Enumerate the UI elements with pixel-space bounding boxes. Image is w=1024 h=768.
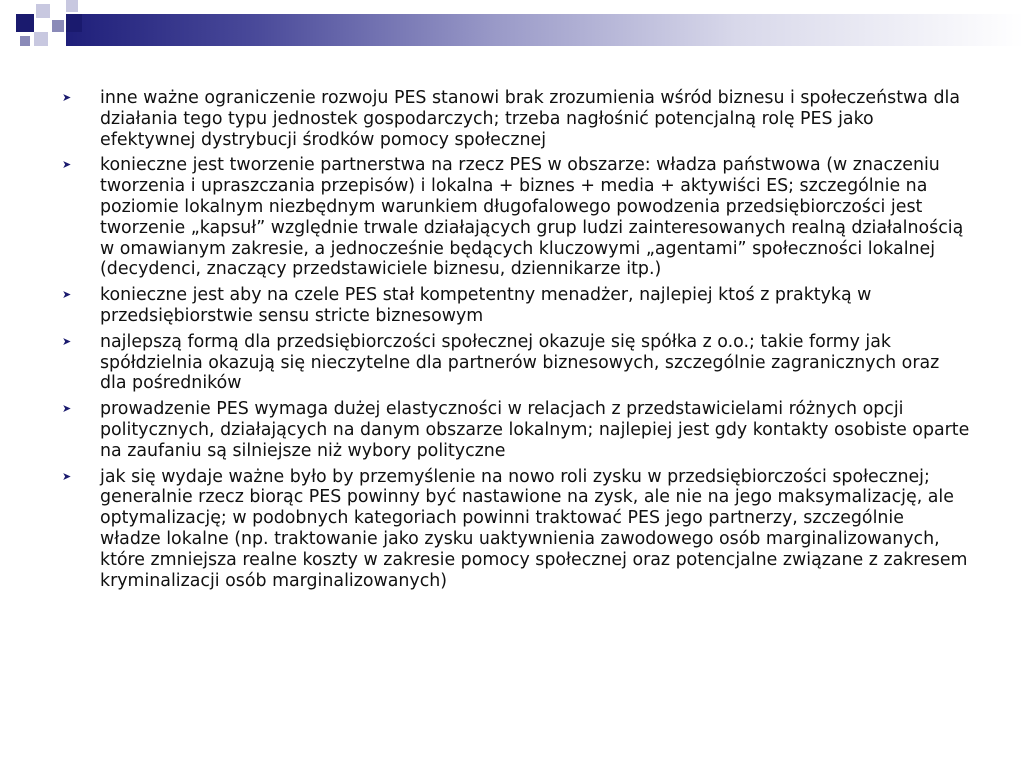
bullet-text: jak się wydaje ważne było by przemyślenie na nowo roli zysku w przedsiębiorczości społecznej; generalnie rzecz biorąc PES powinny być nastawione na zysk, ale nie na jego maksymalizację, ale optymalizację; w podobnych kategoriach powinni traktować PES jego partnerzy, szczególnie władze lokalne (np. traktowanie jako zysku uaktywnienia zawodowego osób marginalizowanych, które zmniejsza realne koszty w zakresie pomocy społecznej oraz potencjalne związane z zakresem kryminalizacji osób marginalizowanych) (100, 466, 968, 591)
header-square-light (36, 4, 50, 18)
bullet-text: konieczne jest tworzenie partnerstwa na rzecz PES w obszarze: władza państwowa (w znaczeniu tworzenia i upraszczania przepisów) i lokalna + biznes + media + aktywiści ES; szczególnie na poziomie lokalnym niezbędnym warunkiem długofalowego powodzenia przedsiębiorczości jest tworzenie „kapsuł” względnie trwale działających grup ludzi zainteresowanych realną działalnością w omawianym zakresie, a jednocześnie będących kluczowymi „agentami” społeczności lokalnej (decydenci, znaczący przedstawiciele biznesu, dziennikarze itp.) (100, 155, 964, 280)
header-square-light (34, 32, 48, 46)
chevron-right-icon: ➤ (62, 402, 72, 416)
header-square-light (66, 0, 78, 12)
chevron-right-icon: ➤ (62, 334, 72, 348)
bullet-text: konieczne jest aby na czele PES stał kompetentny menadżer, najlepiej ktoś z praktyką w przedsiębiorstwie sensu stricte biznesowym (100, 285, 872, 326)
chevron-right-icon: ➤ (62, 158, 72, 172)
list-item (60, 88, 970, 150)
bullet-text: prowadzenie PES wymaga dużej elastyczności w relacjach z przedstawicielami różnych opcji politycznych, działających na danym obszarze lokalnym; najlepiej jest gdy kontakty osobiste oparte na zaufaniu są silniejsze niż wybory polityczne (100, 399, 970, 461)
header-square-navy (16, 14, 34, 32)
header-gradient-bar (66, 14, 1024, 46)
bullet-list (60, 88, 970, 596)
header-square-navy (66, 14, 82, 32)
chevron-right-icon: ➤ (62, 288, 72, 302)
header-decoration (0, 0, 1024, 48)
list-item (60, 399, 970, 461)
list-item (60, 285, 970, 327)
chevron-right-icon: ➤ (62, 469, 72, 483)
bullet-text: najlepszą formą dla przedsiębiorczości społecznej okazuje się spółka z o.o.; takie formy jak spółdzielnia okazują się nieczytelne dla partnerów biznesowych, szczególnie zagranicznych oraz dla pośredników (100, 331, 940, 394)
header-square-mid (52, 20, 64, 32)
list-item (60, 155, 970, 280)
list-item (60, 467, 970, 592)
header-square-mid (20, 36, 30, 46)
bullet-text: inne ważne ograniczenie rozwoju PES stanowi brak zrozumienia wśród biznesu i społeczeństwa dla działania tego typu jednostek gospodarczych; trzeba nagłośnić potencjalną rolę PES jako efektywnej dystrybucji środków pomocy społecznej (100, 88, 960, 150)
list-item (60, 332, 970, 394)
chevron-right-icon: ➤ (62, 91, 72, 104)
